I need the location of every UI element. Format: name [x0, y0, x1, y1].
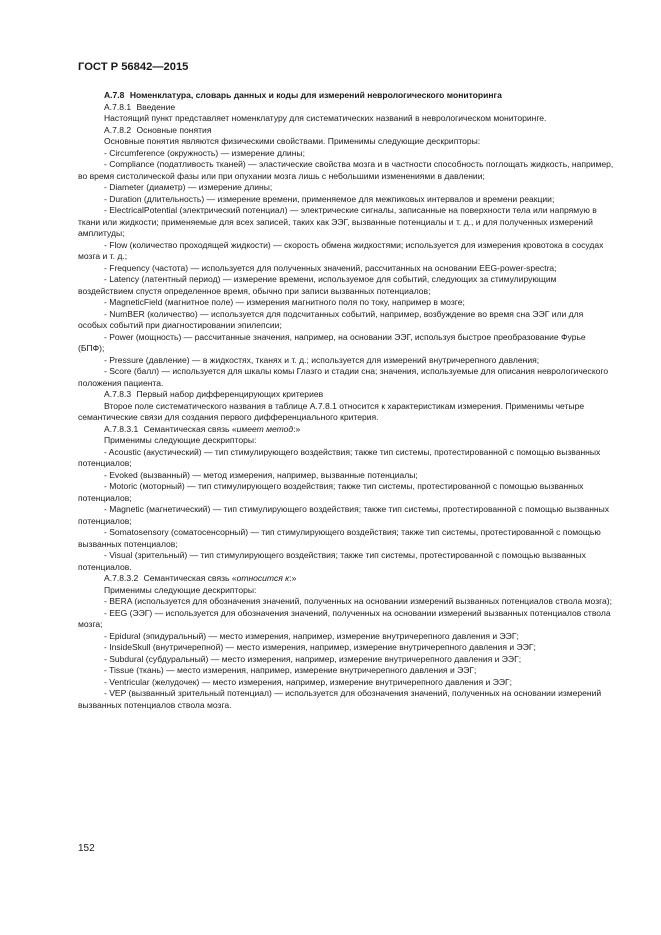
intro-number: А.7.8.1 — [104, 101, 132, 112]
section-heading — [78, 90, 614, 102]
method-term: имеет метод — [236, 423, 294, 434]
method-heading — [78, 424, 614, 436]
list-item: - Visual (зрительный) — тип стимулирующего воздействия; также тип системы, протестированной с помощью вызванных потенциалов. — [78, 550, 586, 572]
list-item: - Power (мощность) — рассчитанные значения, например, на основании ЭЭГ, используя быстрое преобразование Фурье (БПФ); — [78, 331, 586, 353]
list-item: - Flow (количество проходящей жидкости) — скорость обмена жидкостями; используется для измерения кровотока в сосудах мозга и т. д.; — [78, 239, 604, 261]
list-item: - Compliance (податливость тканей) — эластические свойства мозга и в частности способность поглощать жидкость, например, во время систолической фазы или при опухании мозга лишь с небольшими изменениями в давлении; — [78, 159, 614, 181]
list-item: - Frequency (частота) — используется для полученных значений, рассчитанных на основании EEG-power-spectra; — [104, 262, 557, 273]
list-item: - Score (балл) — используется для шкалы комы Глазго и стадии сна; значения, используемые для описания неврологического положения пациента. — [78, 366, 609, 388]
list-item: - Duration (длительность) — измерение времени, применяемое для межпиковых интервалов и времени реакции; — [104, 193, 555, 204]
relates-label-end: :» — [289, 573, 297, 583]
method-descriptor-list — [78, 447, 614, 574]
method-number: А.7.8.3.1 — [104, 423, 139, 434]
relates-heading — [78, 573, 614, 585]
page-body — [78, 90, 614, 711]
list-item: - MagneticField (магнитное поле) — измерения магнитного поля по току, например в мозге; — [104, 297, 465, 307]
list-item: - Magnetic (магнетический) — тип стимулирующего воздействия; также тип системы, протестированной с помощью вызванных потенциалов; — [78, 504, 610, 526]
relates-descriptor-list — [78, 596, 614, 711]
list-item: - Acoustic (акустический) — тип стимулирующего воздействия; также тип системы, протестированной с помощью вызванных потенциалов; — [78, 446, 601, 468]
first-set-number: А.7.8.3 — [104, 389, 132, 399]
list-item: - EEG (ЭЭГ) — используется для обозначения значений, полученных на основании измерений вызванных потенциалов ствола мозга; — [78, 607, 611, 629]
section-number: А.7.8 — [104, 90, 125, 100]
list-item: - Circumference (окружность) — измерение длины; — [104, 147, 305, 158]
list-item: - Diameter (диаметр) — измерение длины; — [104, 182, 273, 192]
basic-descriptor-list — [78, 148, 614, 390]
list-item: - NumBER (количество) — используется для подсчитанных событий, например, возбуждение во время сна ЭЭГ или для особых событий при диагностировании эпилепсии; — [78, 308, 584, 330]
list-item: - BERA (используется для обозначения значений, полученных на основании измерений вызванных потенциалов ствола мозга); — [104, 596, 613, 606]
list-item: - Ventricular (желудочек) — место измерения, например, измерение внутричерепного давления и ЭЭГ; — [104, 676, 512, 687]
relates-number: А.7.8.3.2 — [104, 573, 139, 583]
relates-term: относится к — [236, 573, 290, 583]
list-item: - Motoric (моторный) — тип стимулирующего воздействия; также тип системы, протестированной с помощью вызванных потенциалов; — [78, 481, 584, 503]
list-item: - Subdural (субдуральный) — место измерения, например, измерение внутричерепного давления и ЭЭГ; — [104, 653, 522, 664]
first-set-heading — [78, 389, 614, 401]
method-label-end: :» — [293, 423, 301, 434]
list-item: - Latency (латентный период) — измерение времени, используемое для событий, следующих за стимулирующим воздействием спустя определенное время, обычно при записи вызванных потенциалов; — [78, 274, 557, 296]
basic-title: Основные понятия — [136, 124, 212, 135]
basic-lead: Основные понятия являются физическими свойствами. Применимы следующие дескрипторы: — [104, 136, 481, 146]
intro-title: Введение — [136, 101, 176, 112]
relates-label: Семантическая связь « — [143, 573, 237, 583]
list-item: - ElectricalPotential (электрический потенциал) — электрические сигналы, записанные на поверхности тела или напрямую в ткани или жидкости; применяемые для всех записей, таких как ЭЭГ, вызванные потенциалы и т. д., и для полученных измерений амплитуды; — [78, 205, 597, 238]
intro-text: Настоящий пункт представляет номенклатуру для систематических названий в неврологическом мониторинге. — [104, 113, 547, 123]
list-item: - Pressure (давление) — в жидкостях, тканях и т. д.; используется для измерений внутричерепного давления; — [104, 354, 540, 365]
basic-number: А.7.8.2 — [104, 124, 132, 135]
list-item: - Somatosensory (соматосенсорный) — тип стимулирующего воздействия; также тип системы, протестированной с помощью вызванных потенциалов; — [78, 527, 601, 549]
first-set-title: Первый набор дифференцирующих критериев — [136, 389, 324, 399]
page-number: 152 — [78, 843, 95, 854]
list-item: - Tissue (ткань) — место измерения, например, измерение внутричерепного давления и ЭЭГ; — [104, 665, 477, 675]
page-header: ГОСТ Р 56842—2015 — [78, 61, 189, 73]
intro-heading — [78, 102, 614, 114]
method-lead: Применимы следующие дескрипторы: — [104, 435, 257, 445]
first-set-text: Второе поле систематического названия в таблице А.7.8.1 относится к характеристикам измерения. Применимы четыре семантические связи для создания первого дифференциального критерия. — [78, 400, 585, 422]
section-title: Номенклатура, словарь данных и коды для измерений неврологического мониторинга — [129, 90, 502, 100]
method-label: Семантическая связь « — [143, 423, 237, 434]
basic-heading — [78, 125, 614, 137]
list-item: - Evoked (вызванный) — метод измерения, например, вызванные потенциалы; — [104, 469, 418, 480]
relates-lead: Применимы следующие дескрипторы: — [104, 584, 257, 595]
list-item: - InsideSkull (внутричерепной) — место измерения, например, измерение внутричерепного давления и ЭЭГ; — [104, 642, 536, 652]
list-item: - Epidural (эпидуральный) — место измерения, например, измерение внутричерепного давления и ЭЭГ; — [104, 630, 519, 641]
list-item: - VEP (вызванный зрительный потенциал) — используется для обозначения значений, полученных на основании измерений вызванных потенциалов ствола мозга. — [78, 688, 602, 710]
